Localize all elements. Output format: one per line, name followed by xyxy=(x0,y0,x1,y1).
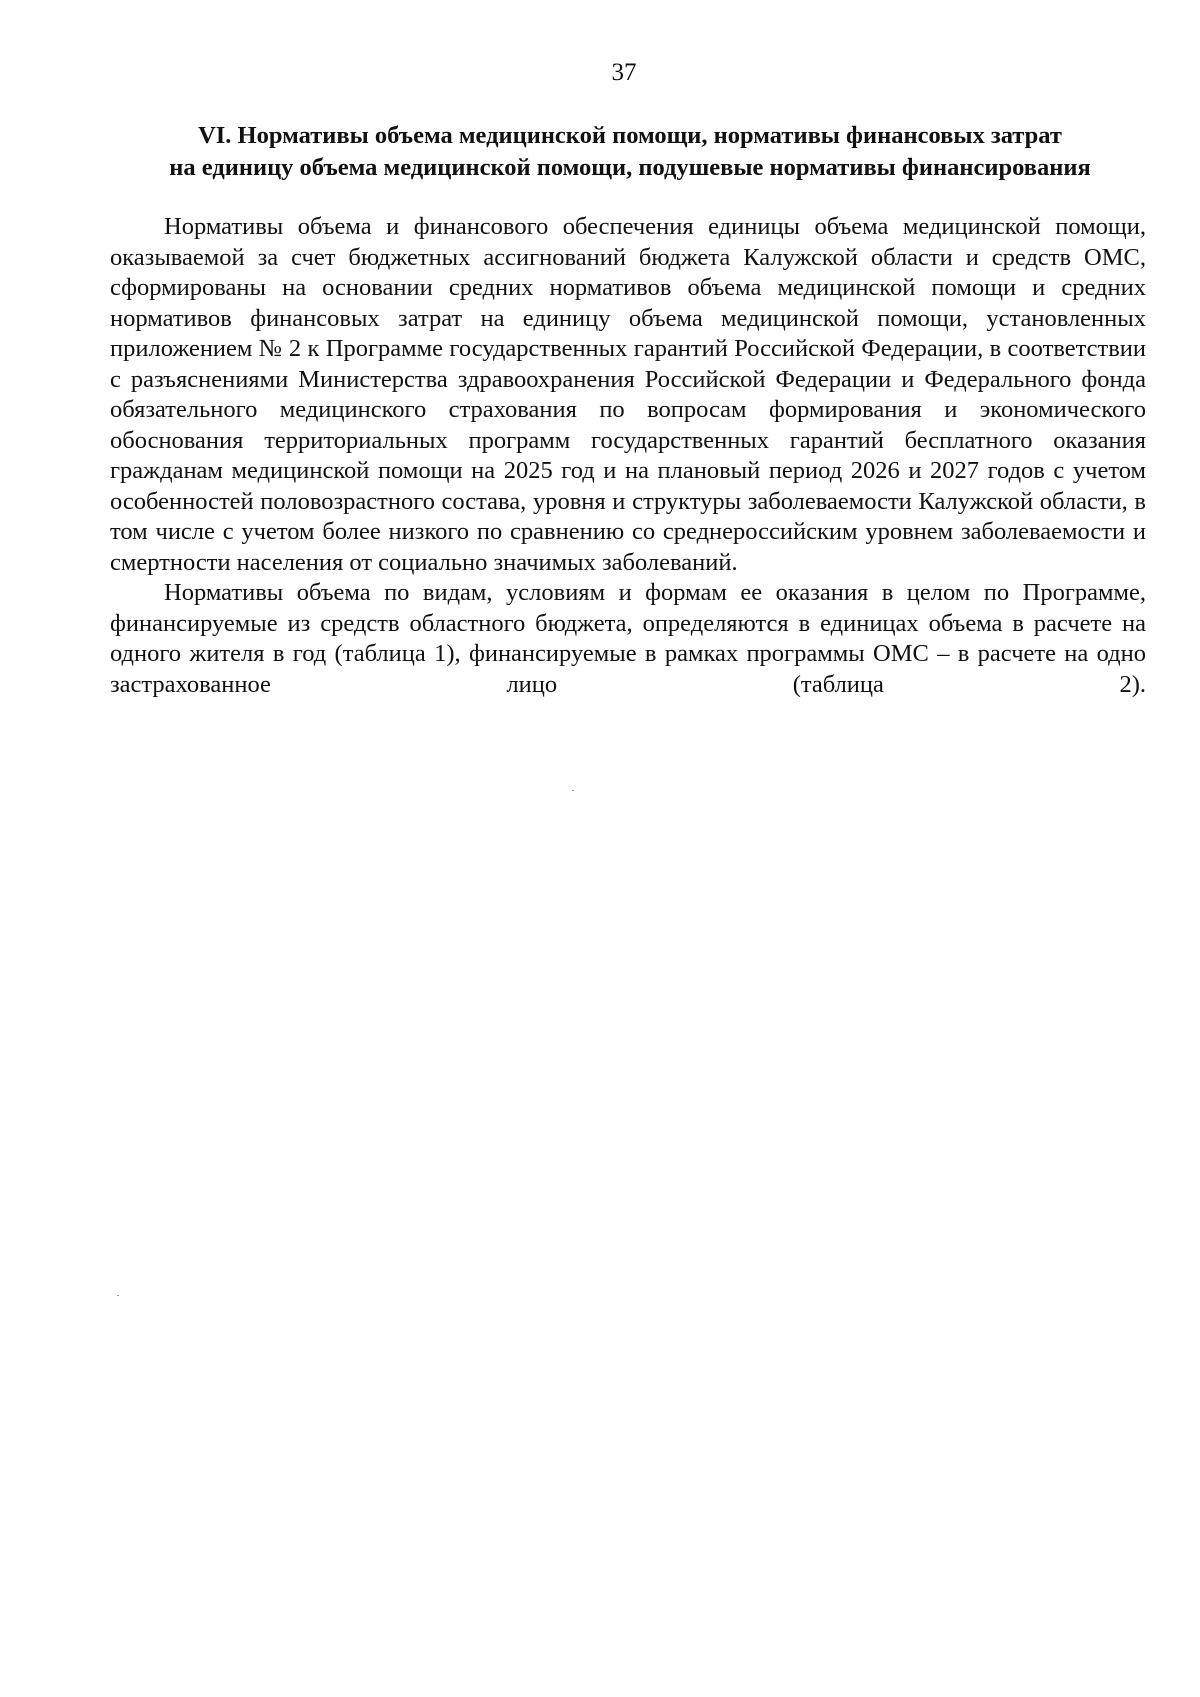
body-text xyxy=(110,212,1146,700)
page-number: 37 xyxy=(611,59,637,86)
section-heading-line-1: VI. Нормативы объема медицинской помощи, нормативы финансовых затрат xyxy=(198,122,1062,149)
paragraph: Нормативы объема и финансового обеспечения единицы объема медицинской помощи, оказываемой за счет бюджетных ассигнований бюджета Калужской области и средств ОМС, сформированы на основании средних нормативов объема медицинской помощи и средних нормативов финансовых затрат на единицу объема медицинской помощи, установленных приложением № 2 к Программе государственных гарантий Российской Федерации, в соответствии с разъяснениями Министерства здравоохранения Российской Федерации и Федерального фонда обязательного медицинского страхования по вопросам формирования и экономического обоснования территориальных программ государственных гарантий бесплатного оказания гражданам медицинской помощи на 2025 год и на плановый период 2026 и 2027 годов с учетом особенностей половозрастного состава, уровня и структуры заболеваемости Калужской области, в том числе с учетом более низкого по сравнению со среднероссийским уровнем заболеваемости и смертности населения от социально значимых заболеваний. xyxy=(110,213,1146,576)
section-heading xyxy=(110,120,1150,184)
scan-speck xyxy=(117,1295,119,1296)
section-heading-line-2: на единицу объема медицинской помощи, подушевые нормативы финансирования xyxy=(169,154,1091,181)
paragraph: Нормативы объема по видам, условиям и формам ее оказания в целом по Программе, финансируемые из средств областного бюджета, определяются в единицах объема в расчете на одного жителя в год (таблица 1), финансируемые в рамках программы ОМС – в расчете на одно застрахованное лицо (таблица 2). xyxy=(110,579,1146,698)
scan-speck xyxy=(572,790,574,791)
